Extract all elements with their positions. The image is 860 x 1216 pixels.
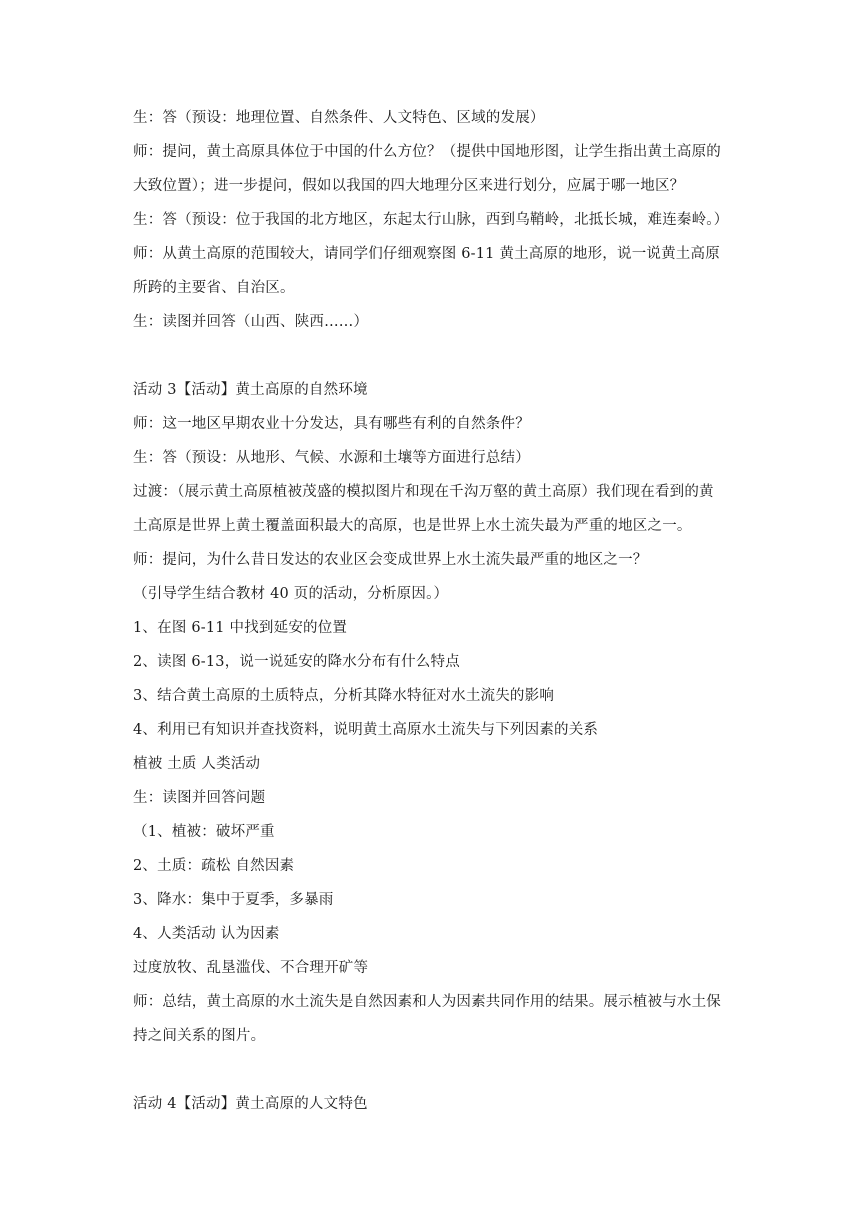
- text-line: 生：答（预设：位于我国的北方地区，东起太行山脉，西到乌鞘岭，北抵长城，难连秦岭。）: [133, 212, 729, 228]
- text-line: 土高原是世界上黄土覆盖面积最大的高原，也是世界上水土流失最为严重的地区之一。: [133, 518, 692, 534]
- text-line: 生：读图并回答问题: [133, 790, 266, 806]
- list-item: 2、土质：疏松 自然因素: [133, 858, 295, 874]
- list-item: 3、降水：集中于夏季，多暴雨: [133, 892, 334, 908]
- text-line: 过度放牧、乱垦滥伐、不合理开矿等: [133, 960, 369, 976]
- text-line: 师：这一地区早期农业十分发达，具有哪些有利的自然条件？: [133, 416, 530, 432]
- list-item: 4、人类活动 认为因素: [133, 926, 280, 942]
- text-line: 生：答（预设：从地形、气候、水源和土壤等方面进行总结）: [133, 450, 530, 466]
- list-item: 3、结合黄土高原的土质特点，分析其降水特征对水土流失的影响: [133, 688, 555, 704]
- text-line: 师：提问，黄土高原具体位于中国的什么方位？（提供中国地形图，让学生指出黄土高原的: [133, 144, 721, 160]
- section-gap: [133, 346, 733, 380]
- text-line: 师：总结，黄土高原的水土流失是自然因素和人为因素共同作用的结果。展示植被与水土保: [133, 994, 721, 1010]
- text-line: 生：答（预设：地理位置、自然条件、人文特色、区域的发展）: [133, 110, 545, 126]
- text-line: 植被 土质 人类活动: [133, 756, 261, 772]
- list-item: 1、在图 6-11 中找到延安的位置: [133, 620, 348, 636]
- document-body: [133, 108, 733, 1128]
- paragraph-block-3: [133, 1094, 733, 1114]
- text-line: 生：读图并回答（山西、陕西……）: [133, 314, 369, 330]
- paragraph-block-1: [133, 108, 733, 332]
- list-item: 4、利用已有知识并查找资料，说明黄土高原水土流失与下列因素的关系: [133, 722, 599, 738]
- text-line: 所跨的主要省、自治区。: [133, 280, 295, 296]
- paragraph-block-2: [133, 380, 733, 1046]
- list-item: （1、植被：破坏严重: [133, 824, 275, 840]
- text-line: （引导学生结合教材 40 页的活动，分析原因。）: [133, 586, 449, 602]
- section-heading: 活动 3【活动】黄土高原的自然环境: [133, 382, 368, 398]
- section-heading: 活动 4【活动】黄土高原的人文特色: [133, 1096, 368, 1112]
- text-line: 持之间关系的图片。: [133, 1028, 266, 1044]
- list-item: 2、读图 6-13，说一说延安的降水分布有什么特点: [133, 654, 460, 670]
- text-line: 师：从黄土高原的范围较大，请同学们仔细观察图 6-11 黄土高原的地形，说一说黄土高原: [133, 246, 720, 262]
- text-line: 师：提问，为什么昔日发达的农业区会变成世界上水土流失最严重的地区之一？: [133, 552, 648, 568]
- section-gap: [133, 1060, 733, 1094]
- text-line: 过渡：（展示黄土高原植被茂盛的模拟图片和现在千沟万壑的黄土高原）我们现在看到的黄: [133, 484, 714, 500]
- text-line: 大致位置）；进一步提问，假如以我国的四大地理分区来进行划分，应属于哪一地区？: [133, 178, 685, 194]
